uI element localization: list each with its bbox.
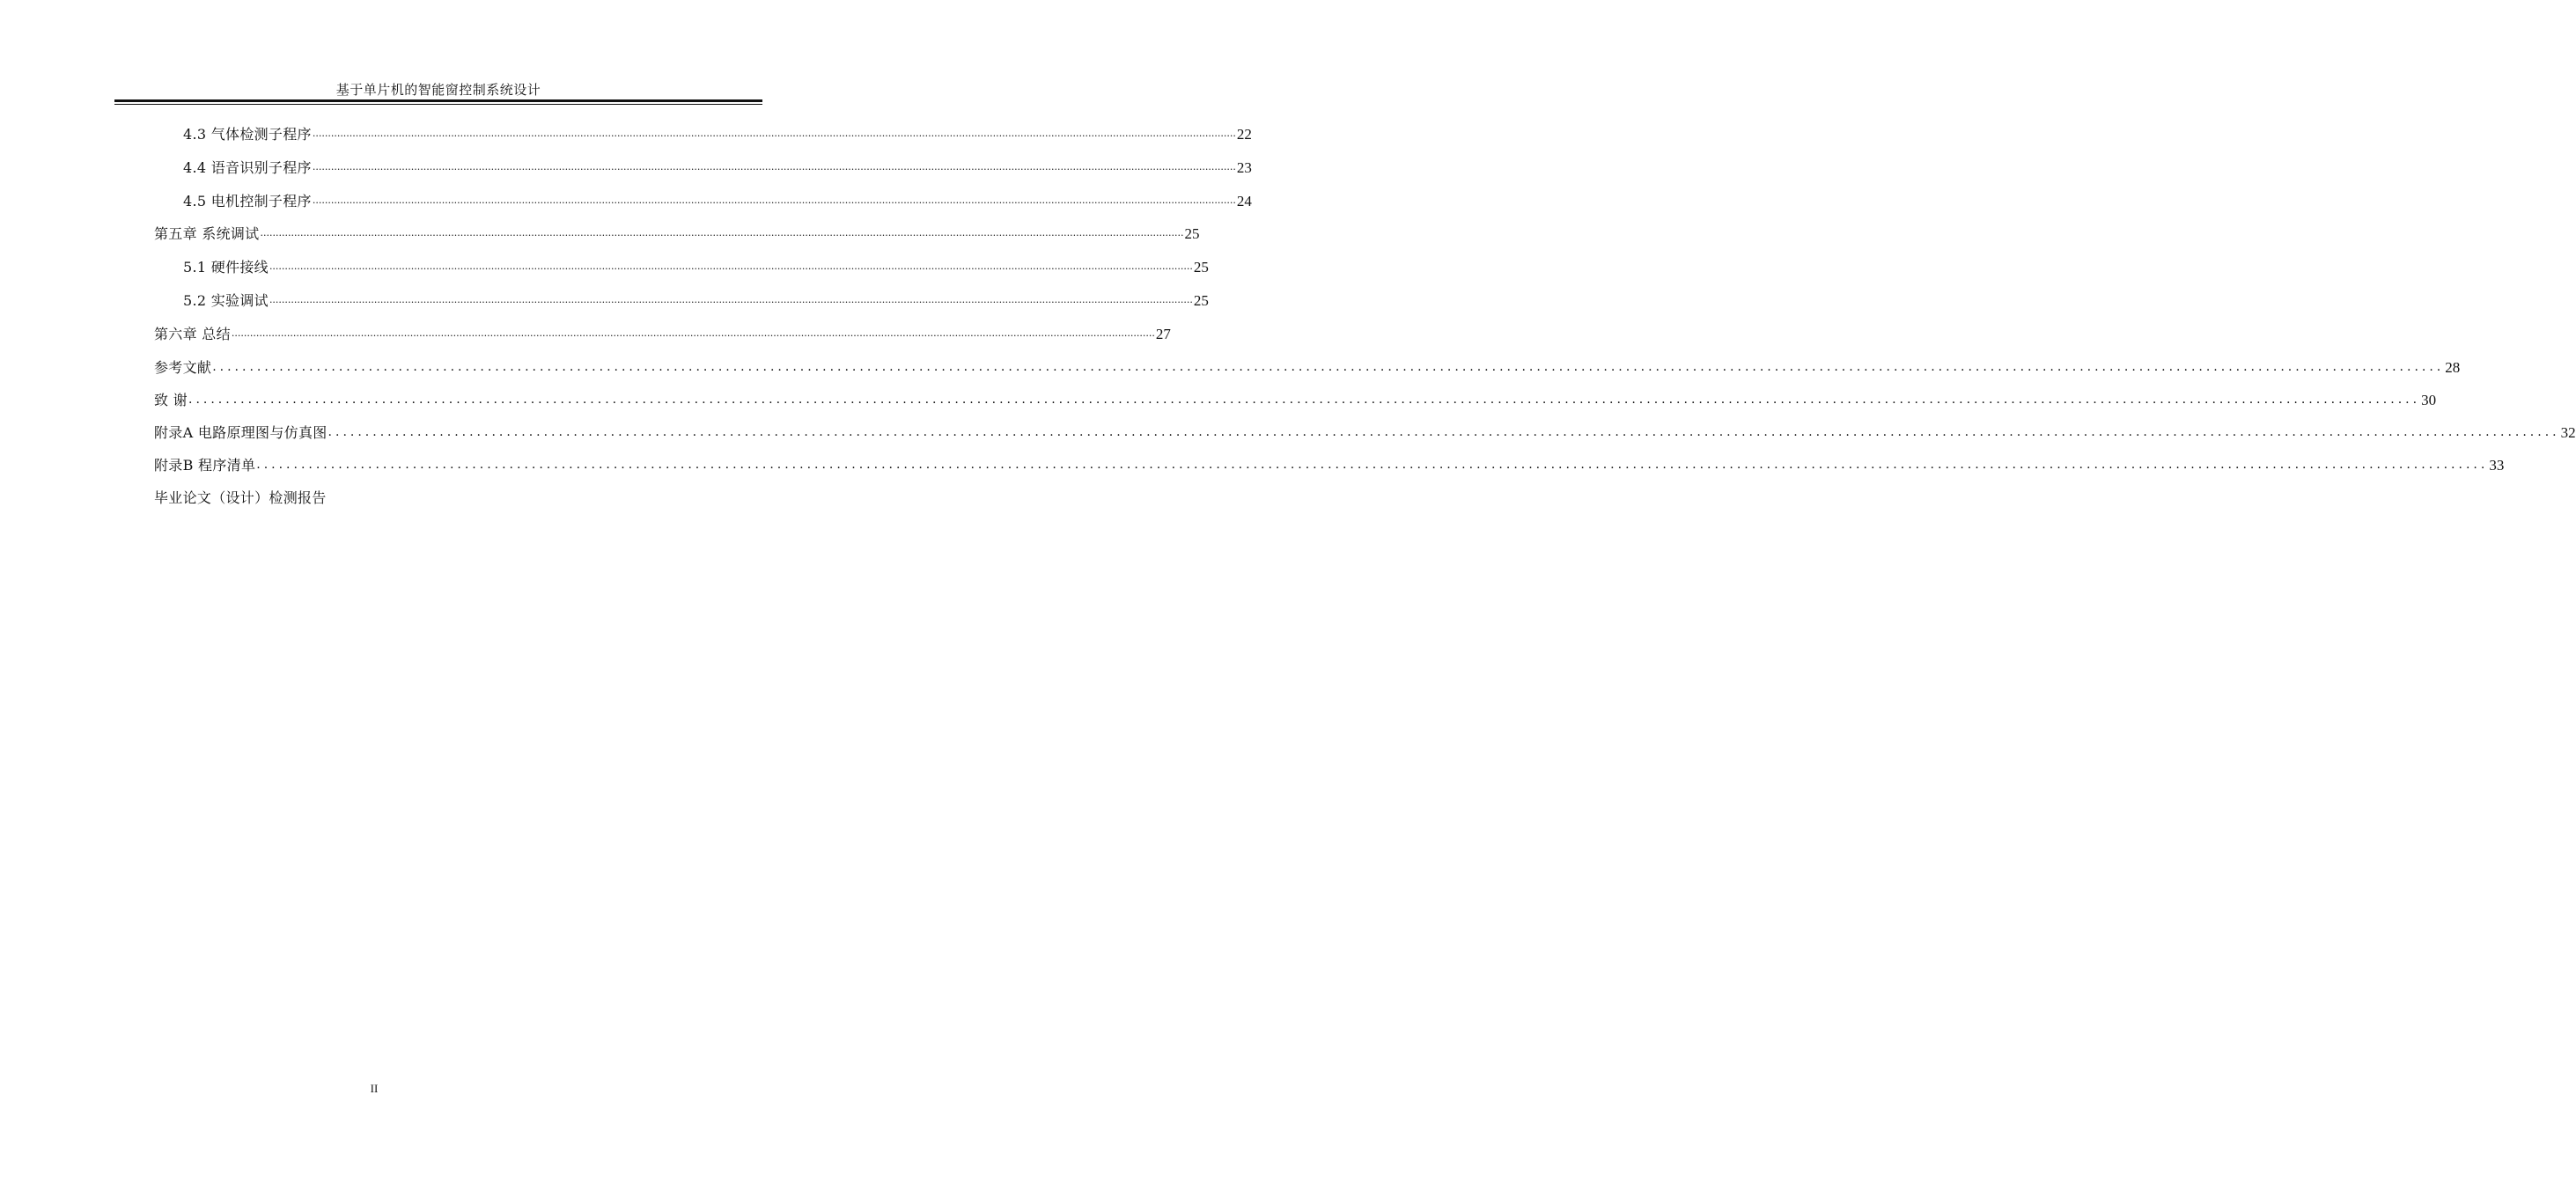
toc-entry-label: 参考文献 (154, 359, 212, 376)
toc-leader-dots: ............................................................................................................................................................................................................................................................................................................ (312, 128, 1236, 139)
toc-entry-label: 5.1 硬件接线 (183, 259, 269, 276)
toc-entry[interactable] (154, 321, 1171, 344)
toc-leader-dots: ............................................................................................................................................................................................................................................................................................................ (312, 161, 1236, 173)
toc-entry[interactable] (154, 452, 2505, 475)
toc-entry-label: 致 谢 (154, 392, 188, 408)
toc-leader-dots: ............................................................................................................................................................................................................................................................................................................ (260, 227, 1184, 239)
toc-entry[interactable] (154, 355, 2461, 378)
header-rule-thick (114, 99, 762, 102)
toc-entry-label: 附录A 电路原理图与仿真图 (154, 424, 328, 441)
toc-entry-label: 4.4 语音识别子程序 (183, 159, 312, 176)
toc-entry[interactable] (183, 188, 1252, 211)
page-number-footer: II (370, 1082, 379, 1095)
toc-page-number: 25 (1193, 292, 1209, 309)
toc-page-number: 25 (1193, 259, 1209, 276)
toc-entry[interactable] (154, 221, 1200, 244)
toc-page-number: 32 (2560, 424, 2576, 441)
toc-page-number: 22 (1236, 126, 1252, 143)
toc-page-number: 33 (2489, 457, 2505, 474)
toc-page-number: 23 (1236, 159, 1252, 176)
running-header: 基于单片机的智能窗控制系统设计 (335, 82, 541, 98)
toc-entry[interactable] (183, 288, 1209, 311)
toc-entry-label: 毕业论文（设计）检测报告 (154, 489, 327, 506)
toc-entry-label: 第五章 系统调试 (154, 225, 260, 242)
toc-page-number: 30 (2421, 392, 2437, 408)
toc-entry-label: 4.5 电机控制子程序 (183, 193, 312, 209)
toc-entry[interactable] (154, 485, 757, 508)
toc-entry-label: 第六章 总结 (154, 326, 231, 342)
toc-leader-dots: ............................................................................................................................................................................................................................................................................................................ (269, 294, 1193, 305)
toc-leader-dots: ............................................................................................................................................................................................................................................................................................................ (312, 195, 1236, 206)
toc-page-number: 27 (1155, 326, 1171, 342)
toc-entry[interactable] (183, 254, 1209, 277)
toc-entry[interactable] (154, 387, 2437, 410)
toc-leader-dots: ............................................................................................................................................................................................................................................................................................................ (328, 425, 2560, 439)
toc-leader-dots: ............................................................................................................................................................................................................................................................................................................ (256, 458, 2489, 472)
toc-leader-dots: ............................................................................................................................................................................................................................................................................................................ (188, 393, 2421, 407)
toc-entry[interactable] (154, 420, 2576, 443)
toc-leader-dots: ............................................................................................................................................................................................................................................................................................................ (269, 261, 1193, 272)
toc-page-number: 28 (2445, 359, 2461, 376)
toc-entry[interactable] (183, 121, 1252, 144)
toc-page-number: 25 (1184, 225, 1200, 242)
toc-entry-label: 4.3 气体检测子程序 (183, 126, 312, 143)
toc-page-number: 24 (1236, 193, 1252, 209)
toc-entry-label: 5.2 实验调试 (183, 292, 269, 309)
toc-entry[interactable] (183, 155, 1252, 178)
toc-leader-dots: ............................................................................................................................................................................................................................................................................................................ (231, 327, 1155, 339)
header-rule-thin (114, 104, 762, 105)
toc-entry-label: 附录B 程序清单 (154, 457, 256, 474)
toc-leader-dots: ............................................................................................................................................................................................................................................................................................................ (212, 360, 2445, 374)
